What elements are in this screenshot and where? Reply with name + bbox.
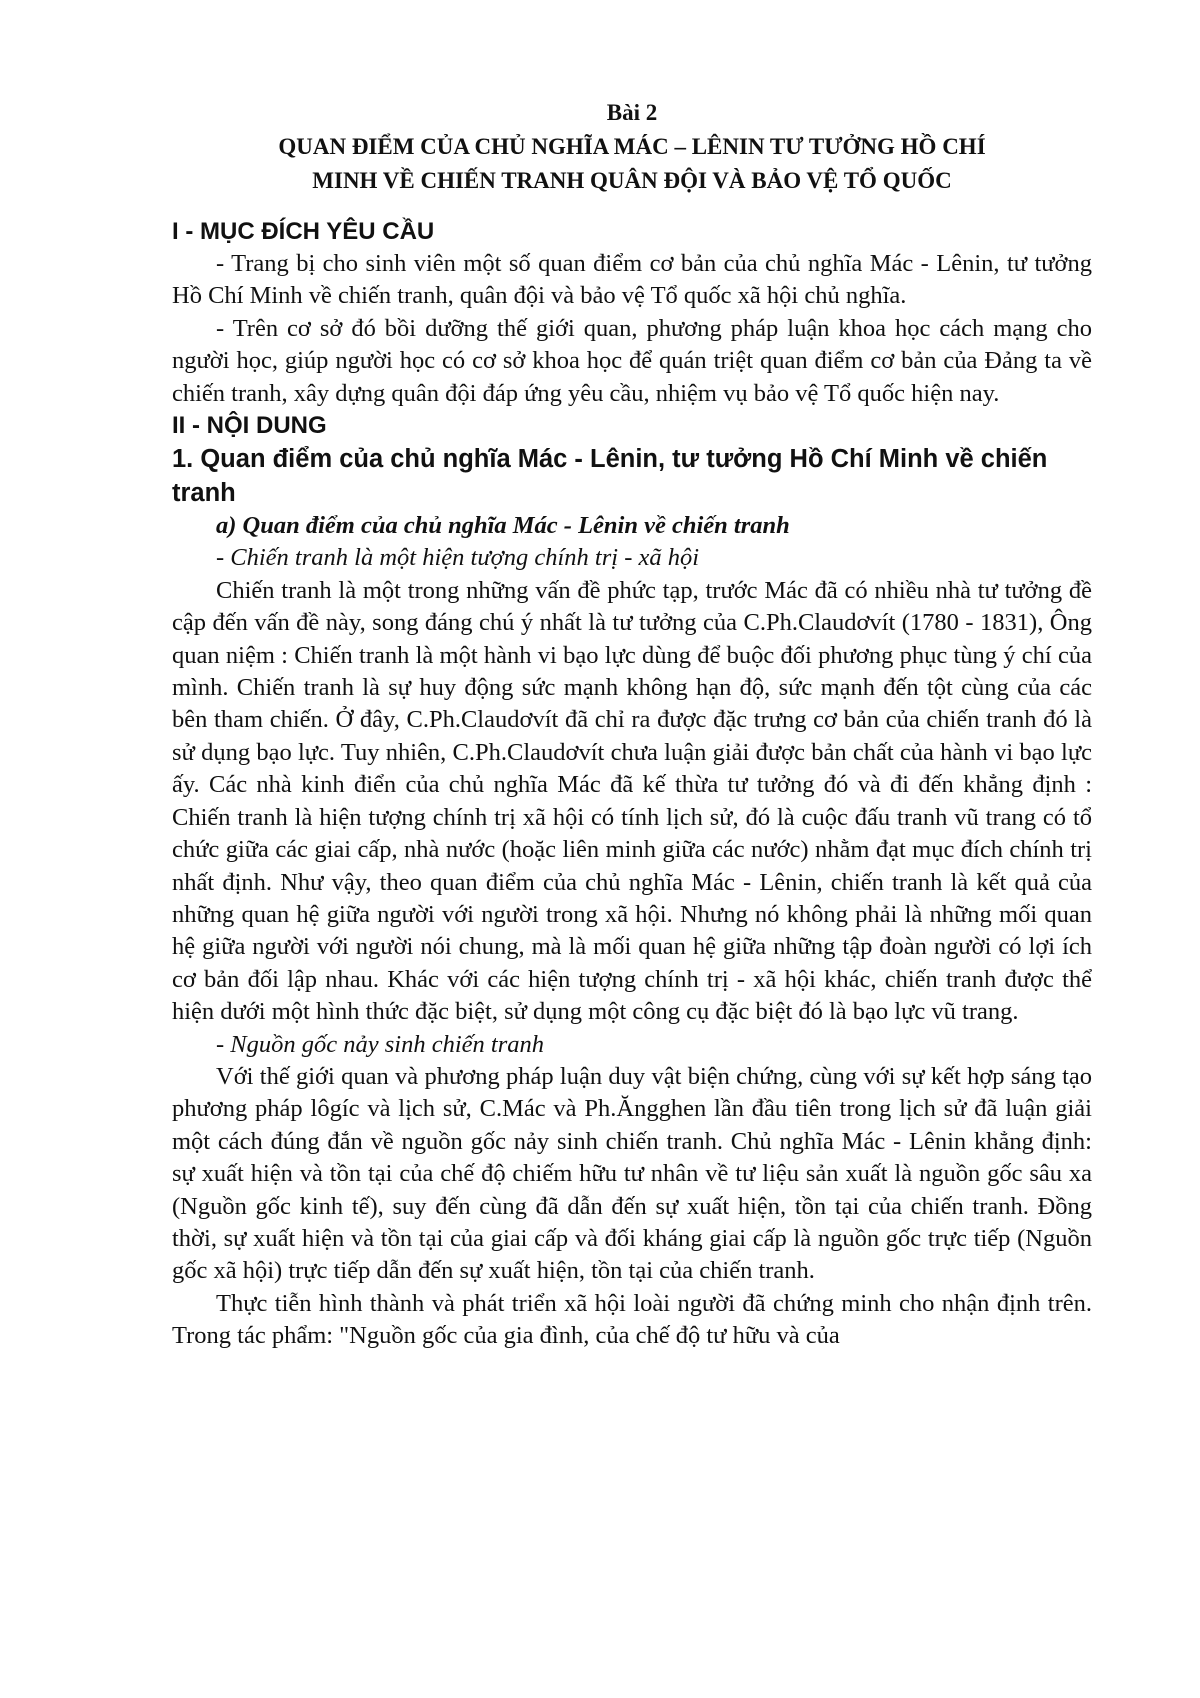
section-heading-content: II - NỘI DUNG bbox=[172, 412, 327, 440]
paragraph-purpose-1: - Trang bị cho sinh viên một số quan điểm cơ bản của chủ nghĩa Mác - Lênin, tư tưởng Hồ Chí Minh về chiến tranh, quân đội và bảo vệ Tổ quốc xã hội chủ nghĩa. bbox=[172, 250, 1092, 310]
paragraph-practice: Thực tiễn hình thành và phát triển xã hội loài người đã chứng minh cho nhận định trên. Trong tác phẩm: "Nguồn gốc của gia đình, của chế độ tư hữu và của bbox=[172, 1289, 1092, 1350]
title-line-2: MINH VỀ CHIẾN TRANH QUÂN ĐỘI VÀ BẢO VỆ TỔ QUỐC bbox=[312, 168, 952, 193]
lesson-label: Bài 2 bbox=[606, 100, 658, 125]
point-heading-war-origin: - Nguồn gốc nảy sinh chiến tranh bbox=[216, 1030, 544, 1058]
paragraph-war-origin: Với thế giới quan và phương pháp luận duy vật biện chứng, cùng với sự kết hợp sáng tạo phương pháp lôgíc và lịch sử, C.Mác và Ph.Ăngghen lần đầu tiên trong lịch sử đã luận giải một cách đúng đắn về nguồn gốc nảy sinh chiến tranh. Chủ nghĩa Mác - Lênin khẳng định: sự xuất hiện và tồn tại của chế độ chiếm hữu tư nhân về tư liệu sản xuất là nguồn gốc sâu xa (Nguồn gốc kinh tế), suy đến cùng đã dẫn đến sự xuất hiện, tồn tại của chiến tranh. Đồng thời, sự xuất hiện và tồn tại của giai cấp và đối kháng giai cấp là nguồn gốc trực tiếp (Nguồn gốc xã hội) trực tiếp dẫn đến sự xuất hiện, tồn tại của chiến tranh. bbox=[172, 1062, 1092, 1285]
title-line-1: QUAN ĐIỂM CỦA CHỦ NGHĨA MÁC – LÊNIN TƯ TƯỞNG HỒ CHÍ bbox=[278, 134, 986, 159]
title-block bbox=[172, 96, 1092, 198]
paragraph-purpose-2: - Trên cơ sở đó bồi dưỡng thế giới quan, phương pháp luận khoa học cách mạng cho người học, giúp người học có cơ sở khoa học để quán triệt quan điểm cơ bản của Đảng ta về chiến tranh, xây dựng quân đội đáp ứng yêu cầu, nhiệm vụ bảo vệ Tổ quốc hiện nay. bbox=[172, 314, 1092, 407]
paragraph-war-definition: Chiến tranh là một trong những vấn đề phức tạp, trước Mác đã có nhiều nhà tư tưởng đề cập đến vấn đề này, song đáng chú ý nhất là tư tưởng của C.Ph.Claudơvít (1780 - 1831), Ông quan niệm : Chiến tranh là một hành vi bạo lực dùng để buộc đối phương phục tùng ý chí của mình. Chiến tranh là sự huy động sức mạnh không hạn độ, sức mạnh đến tột cùng của các bên tham chiến. Ở đây, C.Ph.Claudơvít đã chỉ ra được đặc trưng cơ bản của chiến tranh đó là sử dụng bạo lực. Tuy nhiên, C.Ph.Claudơvít chưa luận giải được bản chất của hành vi bạo lực ấy. Các nhà kinh điển của chủ nghĩa Mác đã kế thừa tư tưởng đó và đi đến khẳng định : Chiến tranh là hiện tượng chính trị xã hội có tính lịch sử, đó là cuộc đấu tranh vũ trang có tổ chức giữa các giai cấp, nhà nước (hoặc liên minh giữa các nước) nhằm đạt mục đích chính trị nhất định. Như vậy, theo quan điểm của chủ nghĩa Mác - Lênin, chiến tranh là kết quả của những quan hệ giữa người với người trong xã hội. Nhưng nó không phải là những mối quan hệ giữa người với người nói chung, mà là mối quan hệ giữa những tập đoàn người có lợi ích cơ bản đối lập nhau. Khác với các hiện tượng chính trị - xã hội khác, chiến tranh được thể hiện dưới một hình thức đặc biệt, sử dụng một công cụ đặc biệt đó là bạo lực vũ trang. bbox=[172, 576, 1092, 1026]
subsection-heading-1a: a) Quan điểm của chủ nghĩa Mác - Lênin về chiến tranh bbox=[216, 512, 790, 540]
section-heading-purpose: I - MỤC ĐÍCH YÊU CẦU bbox=[172, 218, 435, 245]
subsection-heading-1: 1. Quan điểm của chủ nghĩa Mác - Lênin, tư tưởng Hồ Chí Minh về chiến tranh bbox=[172, 445, 1048, 508]
point-heading-war-phenomenon: - Chiến tranh là một hiện tượng chính trị - xã hội bbox=[216, 544, 700, 572]
document-page bbox=[172, 96, 1092, 1353]
